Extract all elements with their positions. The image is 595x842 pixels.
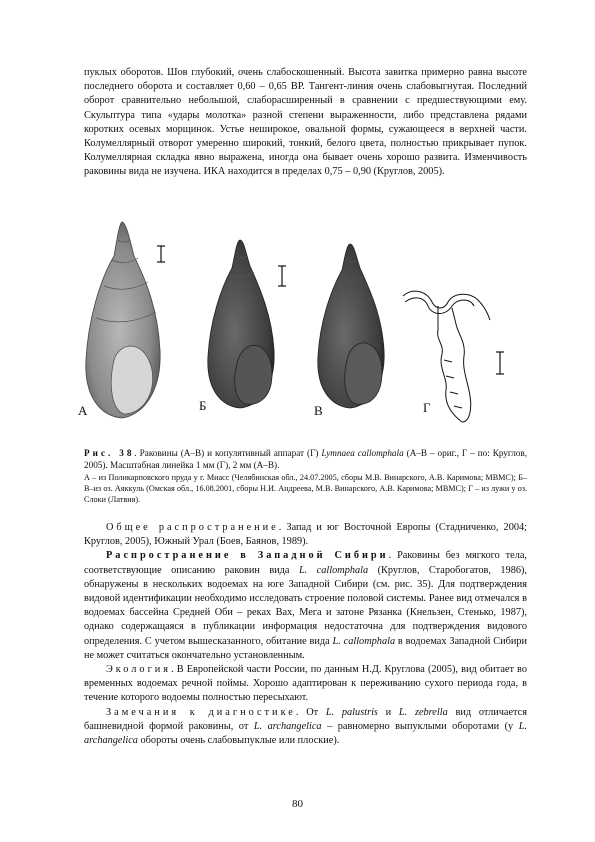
diag-species-1: L. palustris xyxy=(325,706,378,718)
caption-species: Lymnaea callomphala xyxy=(321,448,404,458)
general-text: . Запад и юг Восточной Европы (Стадниченко, 2004; Круглов, 2005), Южный Урал (Боев, Баянов, 1989). xyxy=(84,522,528,548)
figure-illustration xyxy=(60,210,540,435)
diag-text-3: вид отличается башневидной формой раковины, от xyxy=(84,706,527,732)
section-ecology xyxy=(84,663,527,706)
wsib-text-1: . Раковины без мягкого тела, соответствующие описанию раковин вида xyxy=(84,550,527,576)
page-number: 80 xyxy=(292,798,303,810)
diag-species-2: L. zebrella xyxy=(398,706,448,718)
scale-bar-a xyxy=(157,246,165,262)
section-general-distribution xyxy=(84,521,527,549)
copulatory-apparatus-drawing xyxy=(403,291,490,422)
wsib-text-3: в водоемах Западной Сибири не может считаться окончательно установленным. xyxy=(84,635,528,661)
figure-label-c: В xyxy=(314,403,323,418)
caption-details: А – из Поликарповского пруда у г. Миасс (Челябинская обл., 24.07.2005, сборы М.В. Винарского, А.В. Каримова; МВМС); Б–В–из оз. Аяккуль (Омская обл., 16.08.2001, сборы Н.И. Андреева, М.В. Винарского, А.В. Каримова; МВМС); Г – из лужи у оз. Слоки (Латвия). xyxy=(84,473,527,504)
wsib-species-1: L. callomphala xyxy=(298,564,369,576)
eco-text: . В Европейской части России, по данным Н.Д. Круглова (2005), вид обитает во временных водоемах речной поймы. Хорошо адаптирован к переживанию сухого периода года, в течение которого водоемы полностью пересыхают. xyxy=(84,664,527,704)
diag-text-4: – равномерно выпуклыми оборотами (у xyxy=(321,720,519,732)
caption-text-a: . Раковины (А–В) и копулятивный аппарат (Г) xyxy=(134,448,322,458)
shell-b-image xyxy=(208,240,274,408)
shell-a-image xyxy=(86,222,160,418)
figure-38 xyxy=(60,210,540,435)
figure-caption xyxy=(84,448,527,472)
diag-species-3: L. archangelica xyxy=(253,720,322,732)
figure-label-a: А xyxy=(78,403,88,418)
scale-bar-d xyxy=(496,352,504,374)
body-text xyxy=(84,521,527,748)
section-diagnostics xyxy=(84,706,527,749)
figure-label-d: Г xyxy=(423,400,431,415)
caption-prefix: Рис. 38 xyxy=(84,448,135,458)
scale-bar-b xyxy=(278,266,286,286)
diag-text-2: и xyxy=(377,706,399,718)
figure-label-b: Б xyxy=(199,398,207,413)
general-heading: Общее распространение xyxy=(106,522,279,533)
diag-text-5: обороты очень слабовыпуклые или плоские). xyxy=(137,735,340,747)
caption-text-b: (А–В – ориг., Г – по: Круглов, 2005). Масштабная линейка 1 мм (Г), 2 мм (А–В). xyxy=(84,448,528,470)
wsib-species-2: L. callomphala xyxy=(332,635,396,647)
diag-species-4: L. archangelica xyxy=(84,720,527,747)
intro-paragraph: пуклых оборотов. Шов глубокий, очень слабоскошенный. Высота завитка примерно равна высоте последнего оборота и составляет 0,60 – 0,65 ВР. Тангент-линия очень слабовыгнутая. Последний оборот сравнительно небольшой, слаборасширенный в сравнении с предшествующими ему. Скульптура типа «удары молотка» разной степени выраженности, либо представлена рядами коротких осевых морщинок. Устье неширокое, овальной формы, сужающееся в верхней части. Колумеллярный отворот умеренно широкий, тонкий, белого цвета, полностью прикрывает пупок. Колумеллярная складка явно выражена, иногда она бывает очень хорошо развита. Изменчивость раковины вида не изучена. ИКА находится в пределах 0,75 – 0,90 (Круглов, 2005). xyxy=(84,67,527,178)
section-west-siberia xyxy=(84,549,527,663)
diag-heading: Замечания к диагностике xyxy=(106,706,296,718)
wsib-heading: Распространение в Западной Сибири xyxy=(106,550,389,562)
wsib-text-2: (Круглов, Старобогатов, 1986), обнаружены в нескольких водоемах на юге Западной Сибири (см. рис. 35). Для подтверждения видовой идентификации необходимо исследовать строение половой системы. Ранее вид отмечался в водоемах бассейна Средней Оби – реках Вах, Мега и затоне Рязанка (Кнельзен, Стенько, 1987), однако содержащаяся в публикации информация недостаточна для подтверждения видового определения. С учетом вышесказанного, обитание вида xyxy=(84,564,527,647)
diag-text-1: . От xyxy=(295,706,326,718)
eco-heading: Экология xyxy=(106,664,172,676)
shell-c-image xyxy=(318,244,384,408)
